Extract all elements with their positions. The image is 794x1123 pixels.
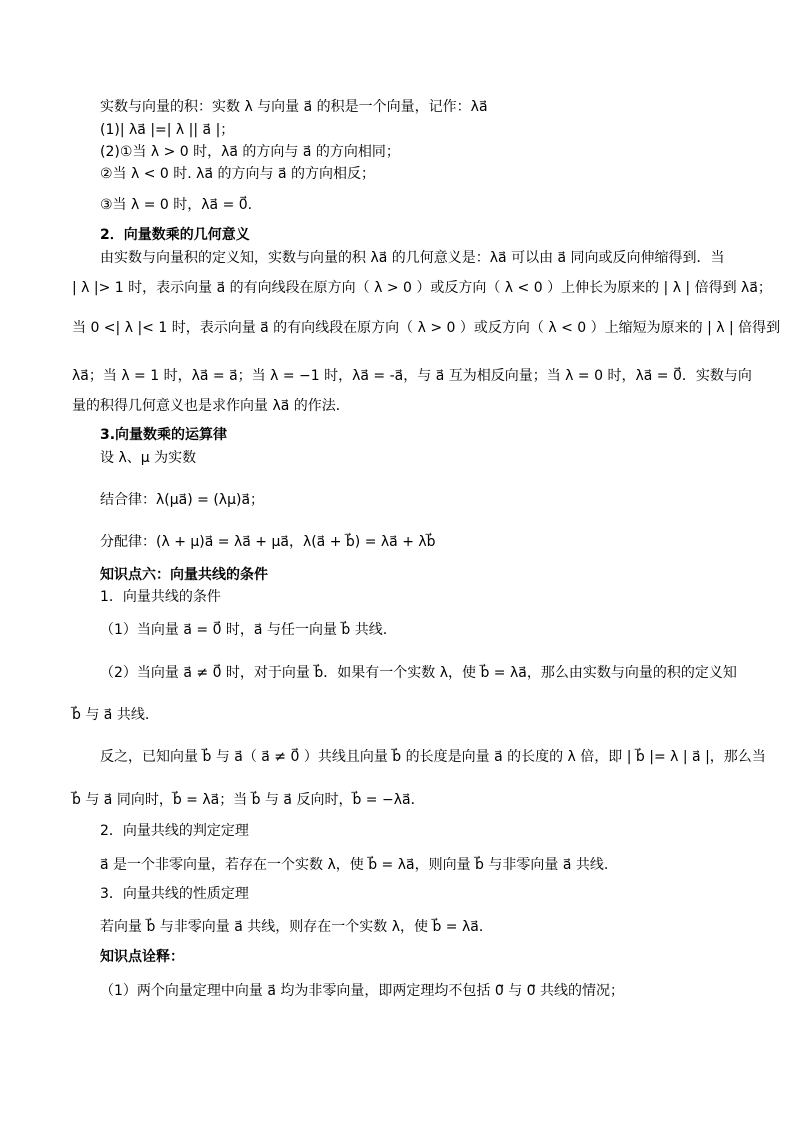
paragraph-line: 量的积得几何意义也是求作向量 λa⃗ 的作法． — [72, 398, 350, 414]
section-heading-operation-laws: 3.向量数乘的运算律 — [100, 427, 228, 443]
paragraph-line: a⃗ 是一个非零向量，若存在一个实数 λ，使 b⃗ = λa⃗，则向量 b⃗ 与非零向量 a⃗ 共线. — [100, 857, 609, 873]
paragraph-line: 当 0 <| λ |< 1 时，表示向量 a⃗ 的有向线段在原方向（ λ > 0 ）或反方向（ λ < 0 ）上缩短为原来的 | λ | 倍得到 — [72, 320, 781, 336]
property-2b-line: ②当 λ < 0 时. λa⃗ 的方向与 a⃗ 的方向相反； — [100, 166, 375, 182]
explanation-heading: 知识点诠释： — [100, 949, 184, 965]
distributive-law-line: 分配律：(λ + μ)a⃗ = λa⃗ + μa⃗，λ(a⃗ + b⃗) = λa⃗ + λb⃗ — [100, 534, 436, 550]
paragraph-line: 由实数与向量积的定义知，实数与向量的积 λa⃗ 的几何意义是：λa⃗ 可以由 a⃗ 同向或反向伸缩得到．当 — [100, 250, 725, 266]
paragraph-line: 若向量 b⃗ 与非零向量 a⃗ 共线，则存在一个实数 λ，使 b⃗ = λa⃗． — [100, 919, 493, 935]
subheading-line: 2．向量共线的判定定理 — [100, 823, 249, 839]
paragraph-line: | λ |> 1 时，表示向量 a⃗ 的有向线段在原方向（ λ > 0 ）或反方向（ λ < 0 ）上伸长为原来的 | λ | 倍得到 λa⃗； — [72, 280, 772, 296]
knowledge-point-heading: 知识点六：向量共线的条件 — [100, 567, 268, 583]
property-2c-line: ③当 λ = 0 时，λa⃗ = 0⃗. — [100, 197, 253, 213]
variables-line: 设 λ、μ 为实数 — [100, 450, 197, 466]
paragraph-line: （1）两个向量定理中向量 a⃗ 均为非零向量，即两定理均不包括 0⃗ 与 0⃗ 共线的情况； — [100, 983, 624, 999]
subheading-line: 3．向量共线的性质定理 — [100, 886, 249, 902]
property-2a-line: (2)①当 λ > 0 时，λa⃗ 的方向与 a⃗ 的方向相同； — [100, 144, 400, 160]
paragraph-line: b⃗ 与 a⃗ 共线. — [72, 707, 150, 723]
paragraph-line: （1）当向量 a⃗ = 0⃗ 时，a⃗ 与任一向量 b⃗ 共线. — [100, 622, 388, 638]
definition-line: 实数与向量的积：实数 λ 与向量 a⃗ 的积是一个向量，记作：λa⃗ — [100, 99, 488, 115]
associative-law-line: 结合律：λ(μa⃗) = (λμ)a⃗； — [100, 492, 265, 508]
property-1-line: (1)| λa⃗ |=| λ || a⃗ |； — [100, 122, 235, 138]
paragraph-line: b⃗ 与 a⃗ 同向时，b⃗ = λa⃗；当 b⃗ 与 a⃗ 反向时，b⃗ = −λa⃗． — [72, 792, 425, 808]
paragraph-line: 反之，已知向量 b⃗ 与 a⃗（ a⃗ ≠ 0⃗ ）共线且向量 b⃗ 的长度是向量 a⃗ 的长度的 λ 倍，即 | b⃗ |= λ | a⃗ |，那么当 — [100, 749, 766, 765]
subheading-line: 1．向量共线的条件 — [100, 589, 221, 605]
paragraph-line: λa⃗；当 λ = 1 时，λa⃗ = a⃗；当 λ = −1 时，λa⃗ = -a⃗，与 a⃗ 互为相反向量；当 λ = 0 时，λa⃗ = 0⃗．实数与向 — [72, 368, 752, 384]
paragraph-line: （2）当向量 a⃗ ≠ 0⃗ 时，对于向量 b⃗．如果有一个实数 λ，使 b⃗ = λa⃗，那么由实数与向量的积的定义知 — [100, 665, 737, 681]
section-heading-geometric-meaning: 2．向量数乘的几何意义 — [100, 227, 250, 243]
